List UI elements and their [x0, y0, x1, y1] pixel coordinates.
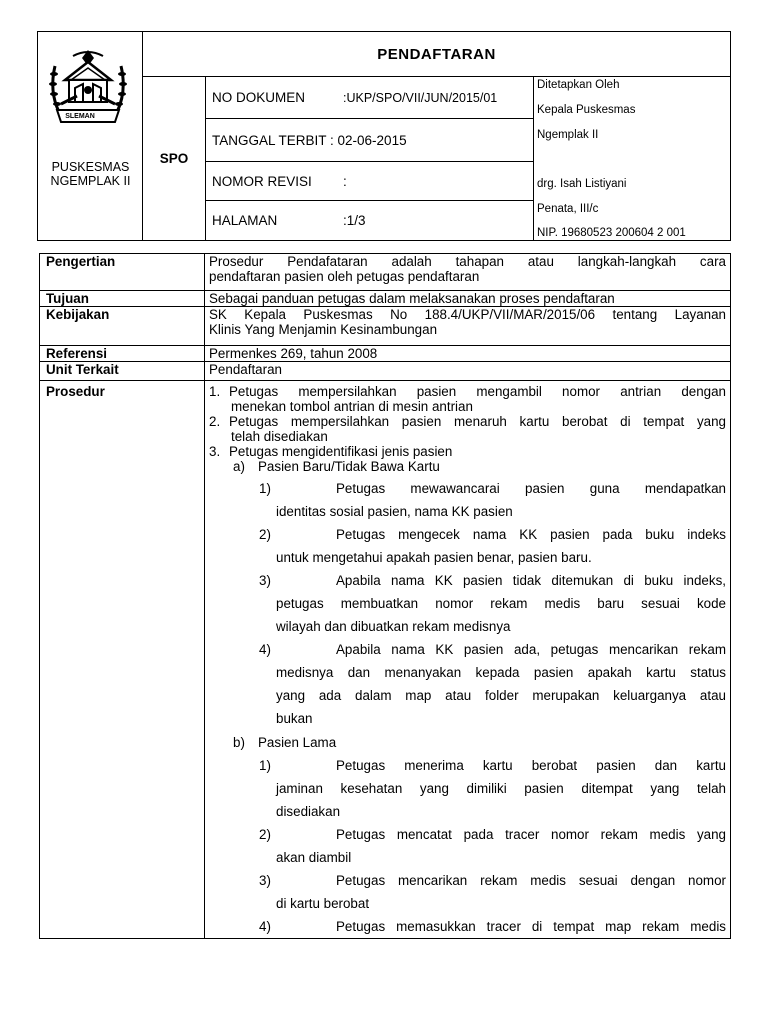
- group-b-label: b): [233, 735, 245, 750]
- kebijakan-line2: Klinis Yang Menjamin Kesinambungan: [209, 322, 438, 337]
- nomor-revisi-row: [206, 162, 534, 201]
- group-b-heading: [209, 731, 726, 754]
- step-number: 1.: [209, 384, 221, 399]
- row-prosedur: [40, 381, 731, 939]
- doc-type-spo: SPO: [143, 77, 206, 241]
- sub-item-number: 2): [259, 527, 271, 542]
- approval-line3: Ngemplak II: [537, 129, 599, 141]
- sub-item-first-line: Petugas memasukkan tracer di tempat map rekam medis: [336, 919, 726, 934]
- halaman-row: [206, 201, 534, 241]
- org-name-line2: NGEMPLAK II: [50, 174, 131, 188]
- row-referensi: [40, 346, 731, 362]
- pengertian-line2: pendaftaran pasien oleh petugas pendaftaran: [209, 269, 480, 284]
- halaman-value: :1/3: [343, 213, 366, 228]
- sub-item-continuation: wilayah dan dibuatkan rekam medisnya: [276, 619, 511, 634]
- approval-name: drg. Isah Listiyani: [537, 178, 627, 190]
- sub-item-continuation: untuk mengetahui apakah pasien benar, pasien baru.: [276, 550, 592, 565]
- label-unit-terkait: Unit Terkait: [40, 362, 205, 381]
- label-tujuan: Tujuan: [40, 291, 205, 307]
- document-header: [37, 31, 731, 241]
- sub-item-number: 4): [259, 642, 271, 657]
- approval-rank: Penata, III/c: [537, 203, 599, 215]
- prosedur-step: [209, 444, 726, 459]
- no-dokumen-value: :UKP/SPO/VII/JUN/2015/01: [343, 91, 498, 105]
- sub-item: [209, 754, 726, 823]
- sub-item: [209, 869, 726, 915]
- row-tujuan: [40, 291, 731, 307]
- sub-item-continuation: identitas sosial pasien, nama KK pasien: [276, 504, 513, 519]
- sub-item: [209, 523, 726, 569]
- sub-item-continuation: medisnya dan menanyakan kepada pasien apakah kartu status: [276, 665, 726, 680]
- group-b-title: Pasien Lama: [258, 735, 337, 750]
- sub-item-continuation: yang ada dalam map atau folder merupakan keluarganya atau: [276, 688, 726, 703]
- logo-label: SLEMAN: [65, 113, 95, 120]
- step-text-line2: menekan tombol antrian di mesin antrian: [231, 399, 473, 414]
- label-pengertian: Pengertian: [40, 254, 205, 291]
- row-unit-terkait: [40, 362, 731, 381]
- sub-item-number: 4): [259, 919, 271, 934]
- step-text-line2: telah disediakan: [231, 429, 328, 444]
- no-dokumen-label: NO DOKUMEN: [212, 90, 306, 105]
- kebijakan-line1: SK Kepala Puskesmas No 188.4/UKP/VII/MAR/2015/06 tentang Layanan: [209, 307, 726, 322]
- group-a-heading: [209, 459, 726, 474]
- nomor-revisi-value: :: [343, 173, 347, 189]
- label-referensi: Referensi: [40, 346, 205, 362]
- group-a-items: [209, 477, 726, 730]
- approval-line1: Ditetapkan Oleh: [537, 79, 620, 91]
- step-number: 2.: [209, 414, 221, 429]
- sub-item-number: 1): [259, 758, 271, 773]
- prosedur-content: [205, 381, 731, 939]
- step-number: 3.: [209, 444, 221, 459]
- prosedur-step: [209, 384, 726, 414]
- no-dokumen-row: [206, 77, 534, 119]
- sub-item-first-line: Petugas mengecek nama KK pasien pada buku indeks: [336, 527, 726, 542]
- sub-item: [209, 638, 726, 730]
- sub-item-number: 3): [259, 873, 271, 888]
- document-title: PENDAFTARAN: [143, 32, 731, 77]
- sub-item-first-line: Petugas mencarikan rekam medis sesuai dengan nomor: [336, 873, 726, 888]
- sub-item-continuation: bukan: [276, 711, 313, 726]
- sub-item-number: 2): [259, 827, 271, 842]
- group-b-items: [209, 754, 726, 938]
- group-a-title: Pasien Baru/Tidak Bawa Kartu: [258, 459, 440, 474]
- spo-content-table: [39, 253, 731, 939]
- sub-item-continuation: disediakan: [276, 804, 341, 819]
- referensi-text: Permenkes 269, tahun 2008: [205, 346, 731, 362]
- label-kebijakan: Kebijakan: [40, 307, 205, 346]
- label-prosedur: Prosedur: [40, 381, 205, 939]
- halaman-label: HALAMAN: [212, 213, 278, 228]
- sub-item-number: 1): [259, 481, 271, 496]
- prosedur-steps: [209, 384, 726, 459]
- pengertian-line1: Prosedur Pendafataran adalah tahapan atau langkah-langkah cara: [209, 254, 726, 269]
- org-cell: [38, 32, 143, 241]
- sub-item-continuation: petugas membuatkan nomor rekam medis baru sesuai kode: [276, 596, 726, 611]
- sub-item-first-line: Apabila nama KK pasien tidak ditemukan di buku indeks,: [336, 573, 726, 588]
- sub-item: [209, 569, 726, 638]
- step-text-line1: Petugas mempersilahkan pasien menaruh kartu berobat di tempat yang: [229, 414, 726, 429]
- sub-item-continuation: jaminan kesehatan yang dimiliki pasien ditempat yang telah: [276, 781, 726, 796]
- tujuan-text: Sebagai panduan petugas dalam melaksanakan proses pendaftaran: [205, 291, 731, 307]
- sub-item-first-line: Petugas mencatat pada tracer nomor rekam medis yang: [336, 827, 726, 842]
- org-name-line1: PUSKESMAS: [51, 160, 130, 174]
- step-text-line1: Petugas mempersilahkan pasien mengambil nomor antrian dengan: [229, 384, 726, 399]
- tanggal-terbit: TANGGAL TERBIT : 02-06-2015: [206, 119, 534, 162]
- sub-item: [209, 823, 726, 869]
- sub-item-continuation: di kartu berobat: [276, 896, 370, 911]
- approval-block: [534, 77, 731, 241]
- unit-terkait-text: Pendaftaran: [205, 362, 731, 381]
- nomor-revisi-label: NOMOR REVISI: [212, 173, 312, 189]
- approval-line2: Kepala Puskesmas: [537, 104, 636, 116]
- sub-item-first-line: Petugas mewawancarai pasien guna mendapatkan: [336, 481, 726, 496]
- sleman-logo-icon: [47, 46, 129, 134]
- step-text-line1: Petugas mengidentifikasi jenis pasien: [229, 444, 453, 459]
- row-pengertian: [40, 254, 731, 291]
- sub-item-first-line: Apabila nama KK pasien ada, petugas mencarikan rekam: [336, 642, 726, 657]
- sub-item: [209, 915, 726, 938]
- sub-item-continuation: akan diambil: [276, 850, 352, 865]
- group-a-label: a): [233, 459, 245, 474]
- row-kebijakan: [40, 307, 731, 346]
- sub-item: [209, 477, 726, 523]
- prosedur-step: [209, 414, 726, 444]
- sub-item-number: 3): [259, 573, 271, 588]
- approval-nip: NIP. 19680523 200604 2 001: [537, 227, 686, 239]
- sub-item-first-line: Petugas menerima kartu berobat pasien dan kartu: [336, 758, 726, 773]
